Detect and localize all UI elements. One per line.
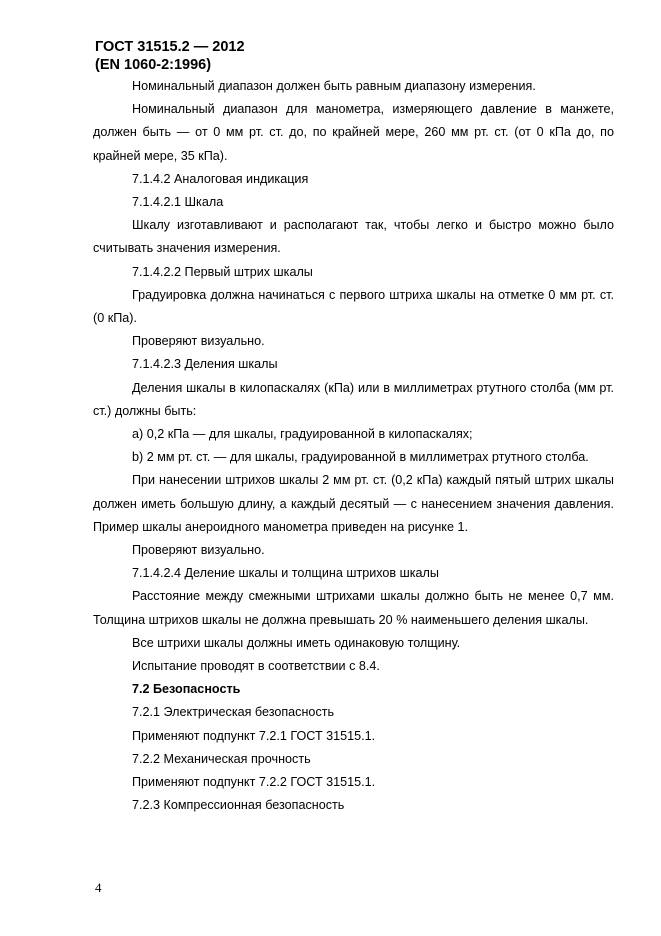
- standard-equivalent: (EN 1060-2:1996): [95, 57, 212, 73]
- paragraph: Все штрихи шкалы должны иметь одинаковую толщину.: [132, 635, 461, 650]
- paragraph: Расстояние между смежными штрихами шкалы должно быть не менее 0,7 мм. Толщина штрихов шкалы не должна превышать 20 % наименьшего деления шкалы.: [93, 589, 614, 627]
- section-heading: 7.2.3 Компрессионная безопасность: [132, 798, 345, 813]
- section-heading: 7.1.4.2 Аналоговая индикация: [132, 171, 309, 186]
- section-heading: 7.1.4.2.2 Первый штрих шкалы: [132, 264, 313, 279]
- standard-number: ГОСТ 31515.2 — 2012: [95, 39, 245, 55]
- paragraph: Градуировка должна начинаться с первого штриха шкалы на отметке 0 мм рт. ст. (0 кПа).: [93, 287, 614, 326]
- section-heading: 7.1.4.2.3 Деления шкалы: [132, 357, 278, 372]
- paragraph: Проверяют визуально.: [132, 543, 265, 558]
- section-heading: 7.2.2 Механическая прочность: [132, 751, 311, 766]
- section-heading: 7.1.4.2.1 Шкала: [132, 195, 224, 210]
- list-item: b) 2 мм рт. ст. — для шкалы, градуированной в миллиметрах ртутного столба.: [132, 450, 589, 465]
- paragraph: При нанесении штрихов шкалы 2 мм рт. ст. (0,2 кПа) каждый пятый штрих шкалы должен иметь большую длину, а каждый десятый — с нанесением значения давления. Пример шкалы анероидного манометра приведен на рисунке 1.: [93, 473, 614, 534]
- paragraph: Применяют подпункт 7.2.2 ГОСТ 31515.1.: [132, 775, 376, 790]
- section-heading: 7.1.4.2.4 Деление шкалы и толщина штрихов шкалы: [132, 566, 439, 581]
- paragraph: Номинальный диапазон должен быть равным диапазону измерения.: [132, 79, 536, 93]
- paragraph: Испытание проводят в соответствии с 8.4.: [132, 659, 380, 674]
- section-heading: 7.2.1 Электрическая безопасность: [132, 705, 335, 720]
- list-item: a) 0,2 кПа — для шкалы, градуированной в килопаскалях;: [132, 427, 473, 442]
- section-heading-bold: 7.2 Безопасность: [132, 682, 241, 697]
- paragraph: Номинальный диапазон для манометра, измеряющего давление в манжете, должен быть — от 0 мм рт. ст. до, по крайней мере, 260 мм рт. ст. (от 0 кПа до, по крайней мере, 35 кПа).: [93, 102, 614, 163]
- document-header: [95, 38, 245, 74]
- paragraph: Применяют подпункт 7.2.1 ГОСТ 31515.1.: [132, 728, 376, 743]
- paragraph: Шкалу изготавливают и располагают так, чтобы легко и быстро можно было считывать значения измерения.: [93, 218, 614, 256]
- paragraph: Деления шкалы в килопаскалях (кПа) или в миллиметрах ртутного столба (мм рт. ст.) должны быть:: [93, 380, 614, 418]
- document-body: [93, 75, 614, 818]
- page-number: 4: [95, 880, 102, 895]
- paragraph: Проверяют визуально.: [132, 334, 265, 349]
